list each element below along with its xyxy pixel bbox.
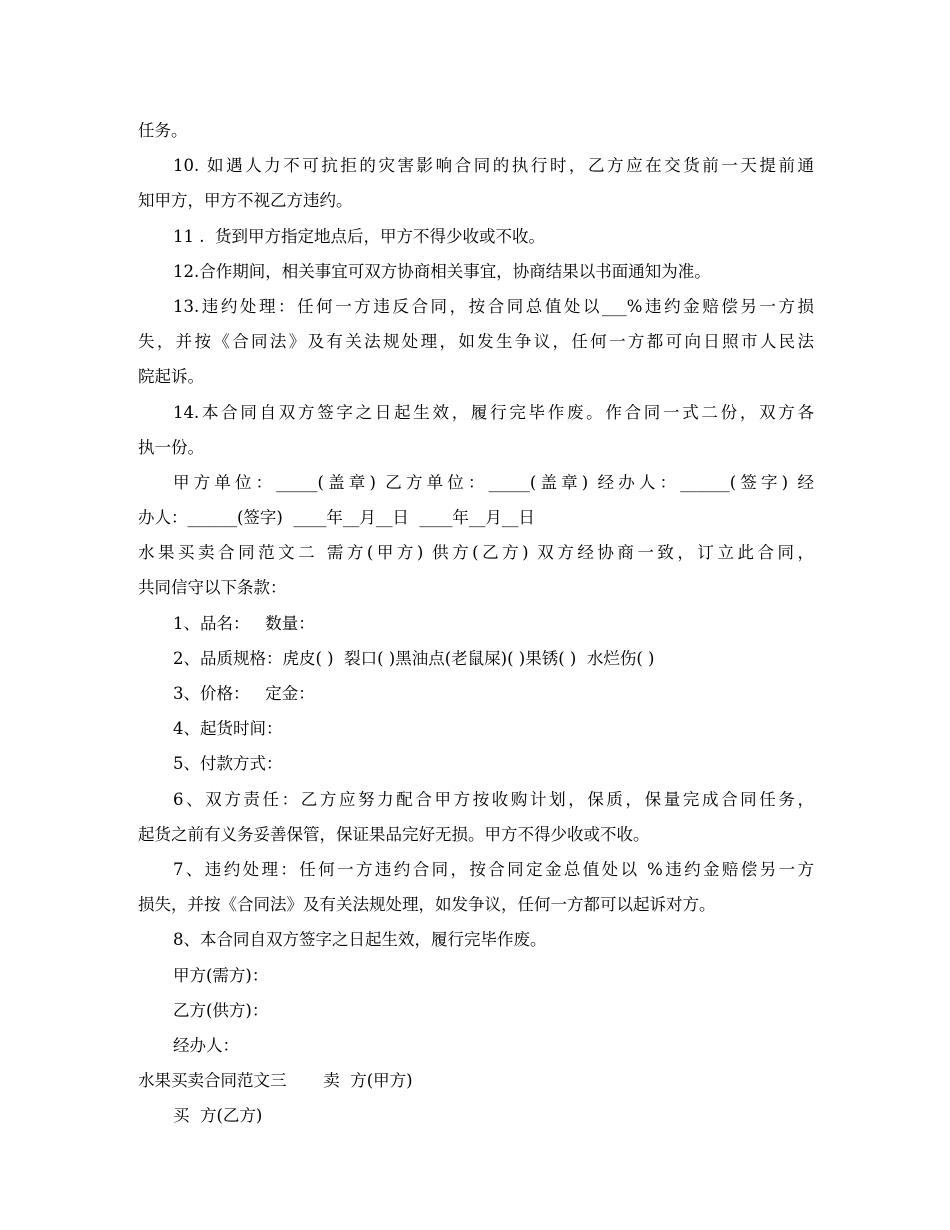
text-line: 4、起货时间：: [173, 719, 283, 739]
text-line: 甲方(需方)：: [173, 965, 269, 985]
text-line: 8、本合同自双方签字之日起生效，履行完毕作废。: [173, 930, 547, 950]
text-line: 知甲方，甲方不视乙方违约。: [138, 191, 353, 211]
text-line: 1、品名： 数量：: [173, 613, 315, 633]
text-line: 院起诉。: [138, 367, 204, 387]
text-line: 经办人：: [173, 1035, 239, 1055]
text-line: 执一份。: [138, 437, 204, 457]
text-line: 任务。: [138, 121, 188, 140]
text-line: 水果买卖合同范文二 需方(甲方) 供方(乙方) 双方经协商一致，订立此合同，: [138, 543, 814, 563]
text-line: 共同信守以下条款：: [138, 578, 287, 598]
text-line: 5、付款方式：: [173, 754, 283, 774]
text-line: 10. 如遇人力不可抗拒的灾害影响合同的执行时，乙方应在交货前一天提前通: [173, 156, 814, 176]
text-line: 13.违约处理：任何一方违反合同，按合同总值处以___%违约金赔偿另一方损: [173, 296, 814, 316]
text-line: 起货之前有义务妥善保管，保证果品完好无损。甲方不得少收或不收。: [138, 824, 650, 844]
text-line: 11 . 货到甲方指定地点后，甲方不得少收或不收。: [173, 226, 545, 246]
text-line: 乙方(供方)：: [173, 1000, 269, 1020]
text-line: 6、双方责任：乙方应努力配合甲方按收购计划，保质，保量完成合同任务，: [173, 789, 814, 809]
text-line: 14.本合同自双方签字之日起生效，履行完毕作废。作合同一式二份，双方各: [173, 402, 814, 422]
text-line: 买 方(乙方): [173, 1106, 263, 1126]
document-page: [138, 113, 814, 1133]
text-line: 水果买卖合同范文三 卖 方(甲方): [138, 1071, 413, 1091]
text-line: 2、品质规格：虎皮( ) 裂口( )黑油点(老鼠屎)( )果锈( ) 水烂伤( ): [173, 648, 655, 668]
text-line: 失，并按《合同法》及有关法规处理，如发生争议，任何一方都可向日照市人民法: [138, 332, 814, 352]
text-line: 办人：______(签字) ____年__月__日 ____年__月__日: [138, 508, 535, 528]
text-line: 7、违约处理：任何一方违约合同，按合同定金总值处以 %违约金赔偿另一方: [173, 859, 814, 879]
text-line: 3、价格： 定金：: [173, 684, 315, 703]
text-line: 损失，并按《合同法》及有关法规处理，如发争议，任何一方都可以起诉对方。: [138, 895, 716, 915]
text-line: 12.合作期间，相关事宜可双方协商相关事宜，协商结果以书面通知为准。: [173, 261, 711, 281]
text-line: 甲方单位：_____(盖章) 乙方单位：_____(盖章) 经办人：______(签字) 经: [173, 472, 814, 492]
